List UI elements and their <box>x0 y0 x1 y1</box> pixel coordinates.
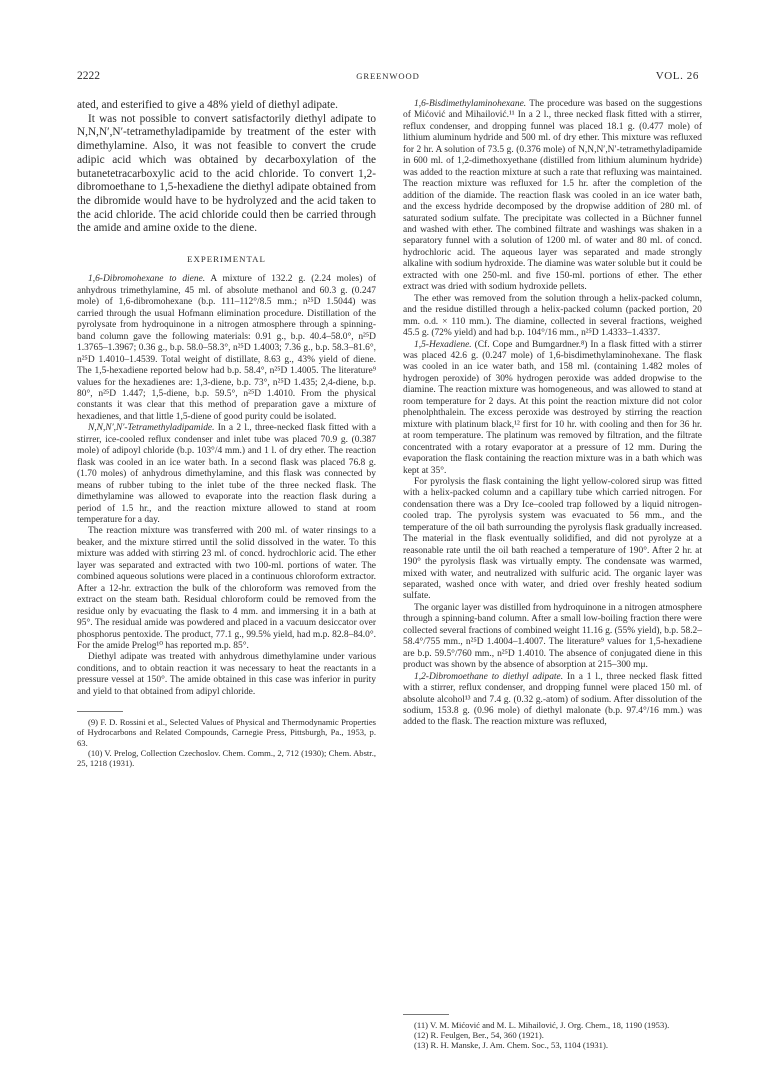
procedure-text: A mixture of 132.2 g. (2.24 moles) of anhydrous trimethylamine, 45 ml. of absolute methanol and 60.3 g. (0.247 mole) of 1,6-dibromohexane (b.p. 111–112°/8.5 mm.; n²⁵D 1.5044) was carried through the usual Hofmann elimination procedure. Distillation of the pyrolysate from hydroquinone in a nitrogen atmosphere through a spinning-band column gave the following materials: 0.91 g., b.p. 40.4–58.0°, n²⁵D 1.3765–1.3967; 0.36 g., b.p. 58.0–58.3°, n²⁵D 1.4003; 7.36 g., b.p. 58.3–81.6°, n²⁵D 1.4010–1.4539. Total weight of distillate, 8.63 g., 43% yield of diene. The 1,5-hexadiene reported below had b.p. 58.4°, n²⁵D 1.4005. The literature⁹ values for the hexadienes are: 1,3-diene, b.p. 73°, n²⁵D 1.435; 2,4-diene, b.p. 80°, n²⁵D 1.447; 1,5-diene, b.p. 59.5°, n²⁵D 1.4010. From the physical constants it was clear that this method of preparation gave a mixture of hexadienes, and that little 1,5-diene of good purity could be isolated. <box>77 274 376 422</box>
footnote-10: (10) V. Prelog, Collection Czechoslov. Chem. Comm., 2, 712 (1930); Chem. Abstr., 25, 1218 (1931). <box>77 747 376 769</box>
footnote-divider <box>77 711 123 712</box>
right-column <box>403 99 702 729</box>
procedure-distillation: The ether was removed from the solution through a helix-packed column, and the residue distilled through a helix-packed column (packed portion, 20 mm. o.d. × 110 mm.). The diamine, collected in several fractions, weighed 45.5 g. (72% yield) and had b.p. 104°/16 mm., n²⁵D 1.4333–1.4337. <box>403 293 702 339</box>
intro-paragraph: It was not possible to convert satisfactorily diethyl adipate to N,N,N′,N′-tetramethyladipamide by treatment of the ester with dimethylamine. Also, it was not feasible to convert the crude adipic acid which was obtained by decarboxylation of the butanetetracarboxylic acid to the acid chloride. To convert 1,2-dibromoethane to 1,5-hexadiene the diethyl adipate obtained from the dibromide would have to be hydrolyzed and the acid taken to the acid chloride. The acid chloride could then be carried through the amide and amine oxide to the diene. <box>77 112 376 235</box>
page-number: 2222 <box>77 70 100 82</box>
procedure-dibromohexane <box>77 274 376 423</box>
procedure-pyrolysis: For pyrolysis the flask containing the light yellow-colored sirup was fitted with a helix-packed column and a capillary tube which carried nitrogen. For condensation there was a Dry Ice–cooled trap followed by a liquid nitrogen-cooled trap. The pyrolysis system was evacuated to 56 mm., and the temperature of the oil bath surrounding the pyrolysis flask gradually increased. The material in the flask eventually solidified, and did not pyrolyze at a reasonable rate until the oil bath reached a temperature of 190°. After 2 hr. at 190° the pyrolysis flask was virtually empty. The condensate was warmed, mixed with water, and neutralized with sulfuric acid. The organic layer was separated, washed once with water, and dried over freshly heated sodium sulfate. <box>403 476 702 602</box>
page-header <box>77 70 699 86</box>
volume-label: VOL. 26 <box>655 70 699 82</box>
footnote-9: (9) F. D. Rossini et al., Selected Values of Physical and Thermodynamic Properties of Hydrocarbons and Related Compounds, Carnegie Press, Pittsburgh, Pa., 1953, p. 63. <box>77 717 376 748</box>
procedure-text: In a 2 l., three-necked flask fitted with a stirrer, ice-cooled reflux condenser and inlet tube was placed 70.9 g. (0.387 mole) of adipoyl chloride (b.p. 103°/4 mm.) and 1 l. of dry ether. The reaction flask was cooled in an ice water bath. In a second flask was placed 76.8 g. (1.70 moles) of anhydrous dimethylamine, and this flask was connected by means of rubber tubing to the inlet tube of the three necked flask. The dimethylamine was allowed to evaporate into the reaction flask during a period of 1.5 hr., and the reaction mixture allowed to stand at room temperature for a day. <box>77 423 376 525</box>
footnote-divider <box>403 1014 449 1015</box>
procedure-title: 1,5-Hexadiene. <box>414 339 472 350</box>
footnote-11: (11) V. M. Mićović and M. L. Mihailović, J. Org. Chem., 18, 1190 (1953). <box>414 1020 670 1030</box>
intro-paragraph-continued: ated, and esterified to give a 48% yield of diethyl adipate. <box>77 99 338 111</box>
procedure-text: In a 1 l., three necked flask fitted with a stirrer, reflux condenser, and dropping funnel were placed 150 ml. of absolute alcohol¹³ and 7.4 g. (0.32 g.-atom) of sodium. After dissolution of the sodium, 153.8 g. (0.96 mole) of diethyl malonate (b.p. 97.4°/16 mm.) was added to the flask. The reaction mixture was refluxed, <box>403 671 702 728</box>
section-heading: EXPERIMENTAL <box>187 254 266 265</box>
procedure-tetramethyladipamide <box>77 423 376 526</box>
footnote-12: (12) R. Feulgen, Ber., 54, 360 (1921). <box>414 1030 544 1041</box>
procedure-workup: The reaction mixture was transferred with 200 ml. of water rinsings to a beaker, and the mixture stirred until the solid dissolved in the water. To this mixture was added with stirring 23 ml. of concd. hydrochloric acid. The ether layer was separated and extracted with two 100-ml. portions of water. The combined aqueous solutions were placed in a continuous chloroform extractor. After a 12-hr. extraction the bulk of the chloroform was removed from the extract on the steam bath. Residual chloroform could be removed from the residue only by evacuating the flask to 4 mm. and immersing it in a bath at 95°. The residual amide was powdered and placed in a vacuum desiccator over phosphorus pentoxide. The product, 77.1 g., 99.5% yield, had m.p. 82.8–84.0°. For the amide Prelog¹⁰ has reported m.p. 85°. <box>77 526 376 651</box>
running-head-author: GREENWOOD <box>356 71 420 81</box>
footnote-13: (13) R. H. Manske, J. Am. Chem. Soc., 53, 1104 (1931). <box>414 1040 608 1051</box>
procedure-title: 1,6-Dibromohexane to diene. <box>88 274 206 285</box>
right-footnotes <box>403 1014 702 1051</box>
left-column <box>77 99 376 768</box>
procedure-title: N,N,N′,N′-Tetramethyladipamide. <box>88 423 215 434</box>
procedure-bisdimethylaminohexane <box>403 99 702 294</box>
procedure-text: (Cf. Cope and Bumgardner.⁸) In a flask fitted with a stirrer was placed 42.6 g. (0.247 mole) of 1,6-bisdimethylaminohexane. The flask was cooled in an ice water bath, and 158 ml. (containing 1.482 moles of hydrogen peroxide) of 30% hydrogen peroxide was added dropwise to the diamine. The reaction mixture was homogeneous, and was allowed to stand at room temperature for 2 days. At this point the reaction mixture did not color phenolphthalein. The excess peroxide was destroyed by stirring the reaction mixture with platinum black,¹² first for 10 hr. with cooling and then for 36 hr. at room temperature. The platinum was removed by filtration, and the filtrate concentrated with a rotary evaporator at a pressure of 12 mm. During the evaporation the flask containing the reaction mixture was in a bath which was kept at 35°. <box>403 339 702 476</box>
procedure-dibromoethane <box>403 672 702 729</box>
procedure-hexadiene <box>403 340 702 477</box>
procedure-title: 1,6-Bisdimethylaminohexane. <box>414 99 527 109</box>
procedure-text: The procedure was based on the suggestions of Mićović and Mihailović.¹¹ In a 2 l., three necked flask fitted with a stirrer, reflux condenser, and dropping funnel was placed 18.1 g. (0.477 mole) of lithium aluminum hydride and 500 ml. of dry ether. This mixture was refluxed for 2 hr. A solution of 73.5 g. (0.376 mole) of N,N,N′,N′-tetramethyladipamide in 600 ml. of 1,2-dimethoxyethane (distilled from lithium aluminum hydride) was added to the reaction mixture at such a rate that refluxing was maintained. The reaction mixture was refluxed for 1.5 hr. after the completion of the addition of the diamide. The reaction flask was cooled in an ice water bath, and the excess hydride decomposed by the dropwise addition of 280 ml. of saturated sodium sulfate. The precipitate was collected in a Büchner funnel and washed with ether. The combined filtrate and washings was shaken in a separatory funnel with a solution of 1200 ml. of water and 80 ml. of concd. hydrochloric acid. The aqueous layer was separated and made strongly alkaline with sodium hydroxide. The diamine was water soluble but it could be extracted with one 250-ml. and five 150-ml. portions of ether. The ether extract was dried with sodium hydroxide pellets. <box>403 99 702 293</box>
procedure-organic-layer: The organic layer was distilled from hydroquinone in a nitrogen atmosphere through a spinning-band column. After a small low-boiling fraction there were collected several fractions of combined weight 11.16 g. (55% yield), b.p. 58.2–58.4°/755 mm., n²⁵D 1.4004–1.4007. The literature⁹ values for 1,5-hexadiene are b.p. 59.5°/760 mm., n²⁵D 1.4010. The absence of conjugated diene in this product was shown by the absence of absorption at 215–300 mμ. <box>403 602 702 671</box>
procedure-note: Diethyl adipate was treated with anhydrous dimethylamine under various conditions, and to obtain reaction it was necessary to heat the reactants in a pressure vessel at 150°. The amide obtained in this case was inferior in purity and yield to that obtained from adipyl chloride. <box>77 652 376 697</box>
procedure-title: 1,2-Dibromoethane to diethyl adipate. <box>414 671 564 682</box>
